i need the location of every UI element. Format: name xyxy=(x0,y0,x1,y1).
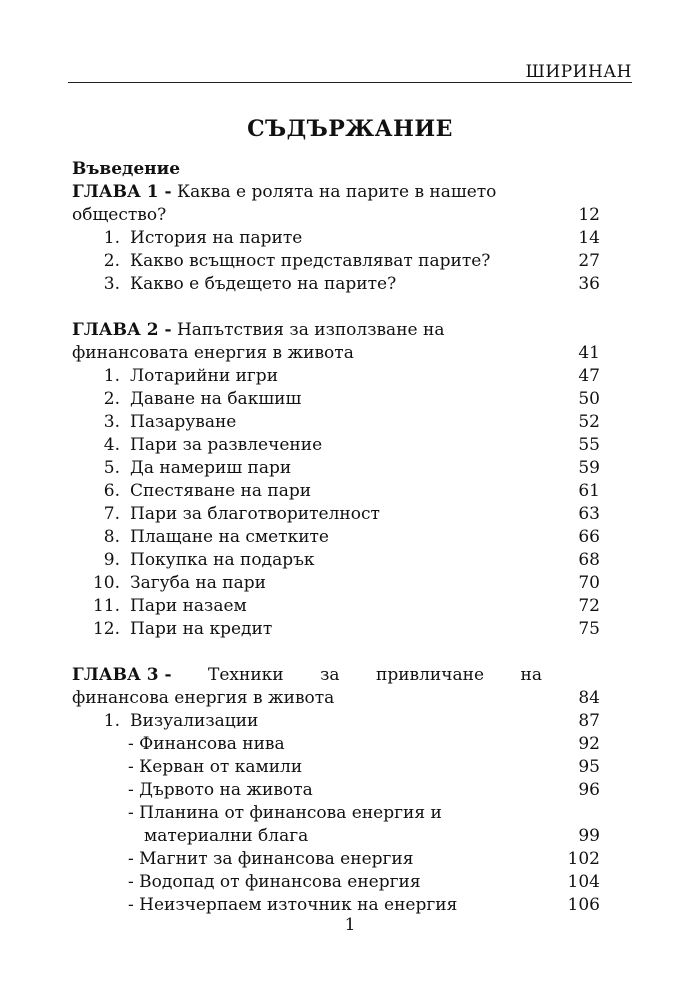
toc-item[interactable] xyxy=(72,503,600,526)
table-of-contents xyxy=(72,158,600,917)
item-title: Визуализации xyxy=(130,711,259,731)
subitem-title: - Керван от камили xyxy=(128,757,303,777)
item-number: 4. xyxy=(103,435,120,455)
chapter-title: общество? xyxy=(72,205,167,225)
page-number: 95 xyxy=(578,757,600,777)
chapter-title-word: на xyxy=(520,665,542,685)
item-title: Плащане на сметките xyxy=(130,527,329,547)
page-number: 75 xyxy=(578,619,600,639)
toc-intro[interactable]: Въведение xyxy=(72,159,181,179)
item-number: 1. xyxy=(103,228,120,248)
item-title: Какво всъщност представляват парите? xyxy=(130,251,491,271)
page-number: 102 xyxy=(567,849,600,869)
chapter-title: Напътствия за използване на xyxy=(176,320,445,340)
page-number: 52 xyxy=(578,412,600,432)
chapter-3-heading-cont[interactable] xyxy=(72,687,600,710)
chapter-3-heading[interactable] xyxy=(72,664,600,687)
page-number: 63 xyxy=(578,504,600,524)
subitem-title: - Магнит за финансова енергия xyxy=(128,849,414,869)
toc-item[interactable] xyxy=(72,227,600,250)
chapter-title: финансовата енергия в живота xyxy=(72,343,354,363)
subitem-title: материални блага xyxy=(144,826,309,846)
chapter-title: Каква е ролята на парите в нашето xyxy=(176,182,497,202)
toc-item[interactable] xyxy=(72,388,600,411)
header-rule xyxy=(68,82,632,83)
chapter-label: ГЛАВА 1 - xyxy=(72,182,172,202)
toc-item[interactable] xyxy=(72,411,600,434)
subitem-title: - Финансова нива xyxy=(128,734,285,754)
item-title: Пазаруване xyxy=(130,412,237,432)
toc-subitem[interactable] xyxy=(72,779,600,802)
item-number: 2. xyxy=(103,251,120,271)
item-title: Пари на кредит xyxy=(130,619,273,639)
page-number: 72 xyxy=(578,596,600,616)
toc-subitem[interactable] xyxy=(72,733,600,756)
page-number: 99 xyxy=(578,826,600,846)
item-title: Спестяване на пари xyxy=(130,481,312,501)
toc-title: СЪДЪРЖАНИЕ xyxy=(247,116,453,142)
subitem-title: - Водопад от финансова енергия xyxy=(128,872,421,892)
item-number: 9. xyxy=(103,550,120,570)
item-number: 8. xyxy=(103,527,120,547)
item-title: Пари за благотворителност xyxy=(130,504,380,524)
item-title: Покупка на подарък xyxy=(130,550,315,570)
page-number: 104 xyxy=(567,872,600,892)
running-header: ШИРИНАН xyxy=(525,62,632,82)
chapter-label: ГЛАВА 2 - xyxy=(72,320,172,340)
item-number: 2. xyxy=(103,389,120,409)
chapter-title-word: привличане xyxy=(376,665,485,685)
item-title: Какво е бъдещето на парите? xyxy=(130,274,397,294)
page-number: 55 xyxy=(578,435,600,455)
page-number: 106 xyxy=(567,895,600,915)
page-number: 47 xyxy=(578,366,600,386)
page-number: 66 xyxy=(578,527,600,547)
page-number: 50 xyxy=(578,389,600,409)
chapter-1-heading-cont[interactable] xyxy=(72,204,600,227)
item-number: 10. xyxy=(92,573,120,593)
toc-subitem[interactable] xyxy=(72,802,600,825)
toc-subitem[interactable] xyxy=(72,871,600,894)
chapter-title: финансова енергия в живота xyxy=(72,688,335,708)
toc-item[interactable] xyxy=(72,618,600,641)
toc-item[interactable] xyxy=(72,595,600,618)
item-number: 1. xyxy=(103,711,120,731)
toc-item[interactable] xyxy=(72,457,600,480)
item-title: Да намериш пари xyxy=(130,458,292,478)
item-title: Пари назаем xyxy=(130,596,247,616)
item-title: Пари за развлечение xyxy=(130,435,323,455)
chapter-2-heading[interactable] xyxy=(72,319,600,342)
chapter-title-word: Техники xyxy=(208,665,284,685)
item-number: 11. xyxy=(92,596,120,616)
item-title: Лотарийни игри xyxy=(130,366,279,386)
item-number: 1. xyxy=(103,366,120,386)
page-number: 59 xyxy=(578,458,600,478)
toc-item[interactable] xyxy=(72,365,600,388)
page-number: 70 xyxy=(578,573,600,593)
item-title: История на парите xyxy=(130,228,303,248)
page-number: 41 xyxy=(578,343,600,363)
toc-item[interactable] xyxy=(72,549,600,572)
page-number: 92 xyxy=(578,734,600,754)
page-footer-number: 1 xyxy=(344,915,356,935)
page-number: 87 xyxy=(578,711,600,731)
item-title: Даване на бакшиш xyxy=(130,389,302,409)
page-number: 36 xyxy=(578,274,600,294)
item-number: 12. xyxy=(92,619,120,639)
page-number: 14 xyxy=(578,228,600,248)
item-title: Загуба на пари xyxy=(130,573,266,593)
page-number: 96 xyxy=(578,780,600,800)
page-number: 12 xyxy=(578,205,600,225)
subitem-title: - Неизчерпаем източник на енергия xyxy=(128,895,458,915)
page-number: 27 xyxy=(578,251,600,271)
toc-item[interactable] xyxy=(72,273,600,296)
page-number: 84 xyxy=(578,688,600,708)
toc-item[interactable] xyxy=(72,526,600,549)
toc-item[interactable] xyxy=(72,480,600,503)
chapter-title-word: за xyxy=(320,665,340,685)
chapter-label: ГЛАВА 3 - xyxy=(72,665,172,685)
toc-subitem[interactable] xyxy=(72,848,600,871)
toc-subitem[interactable] xyxy=(72,894,600,917)
page-number: 61 xyxy=(578,481,600,501)
chapter-2-heading-cont[interactable] xyxy=(72,342,600,365)
toc-subitem[interactable] xyxy=(72,756,600,779)
item-number: 3. xyxy=(103,412,120,432)
toc-item[interactable] xyxy=(72,434,600,457)
subitem-title: - Дървото на живота xyxy=(128,780,313,800)
subitem-title: - Планина от финансова енергия и xyxy=(128,803,442,823)
chapter-1-heading[interactable] xyxy=(72,181,600,204)
toc-subitem[interactable] xyxy=(72,825,600,848)
item-number: 5. xyxy=(103,458,120,478)
toc-item[interactable] xyxy=(72,572,600,595)
item-number: 7. xyxy=(103,504,120,524)
item-number: 3. xyxy=(103,274,120,294)
item-number: 6. xyxy=(103,481,120,501)
page-number: 68 xyxy=(578,550,600,570)
toc-item[interactable] xyxy=(72,710,600,733)
toc-item[interactable] xyxy=(72,250,600,273)
